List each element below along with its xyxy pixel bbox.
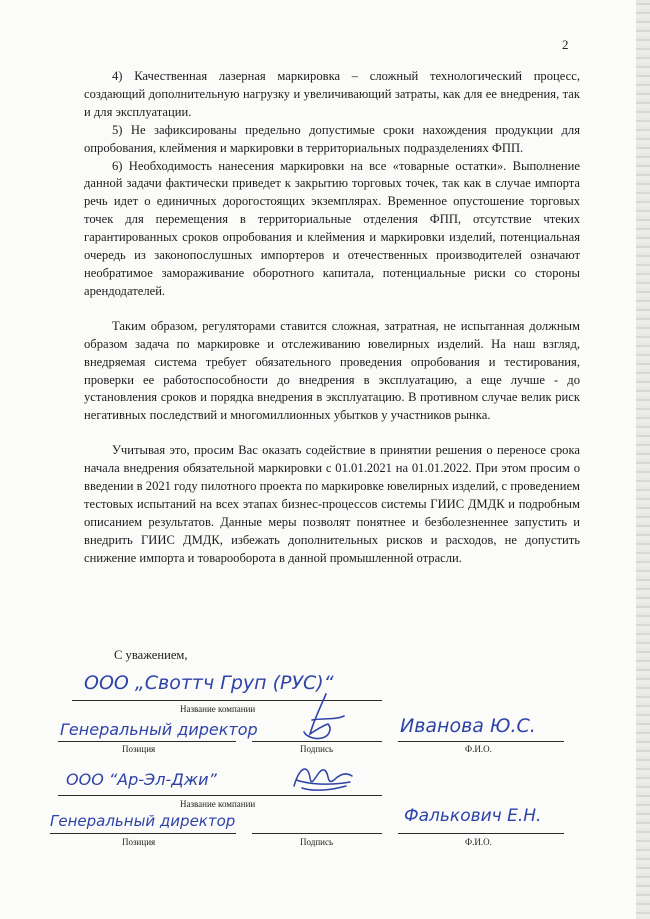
closing-phrase: С уважением, [114,648,188,662]
letter-body [84,68,580,568]
position-handwritten-2: Генеральный директор [50,812,236,830]
signature-scribble-2 [288,760,358,796]
position-line-2 [50,833,236,834]
caption-company-2: Название компании [180,799,256,809]
fio-line-2 [398,833,564,834]
signature-scribble-1 [292,690,352,745]
caption-position-1: Позиция [122,744,156,754]
paragraph-point-5: 5) Не зафиксированы предельно допустимые сроки нахождения продукции для опробования, клеймения и маркировки в территориальных подразделениях ФПП. [84,122,580,155]
name-handwritten-2: Фалькович Е.Н. [404,806,542,826]
company-handwritten-1: ООО „Своттч Груп (РУС)“ [84,672,334,694]
caption-position-2: Позиция [122,837,156,847]
fio-line-1 [398,741,564,742]
paragraph-point-6: 6) Необходимость нанесения маркировки на все «товарные остатки». Выполнение данной задачи фактически приведет к закрытию торговых точек, так как в случае импорта речь идет о единичных дорогостоящих экземплярах. Временное опустошение торговых точек для перемещения в территориальные отделения ФПП, отсутствие чтеких гарантированных сроков опробования и клеймения и маркировки изделий, потенциальная очередь из законопослушных импортеров и отечественных производителей означают необратимое замораживание оборотного капитала, потенциальные риски со стороны арендодателей. [84,158,580,298]
caption-signature-2: Подпись [300,837,334,847]
caption-fio-1: Ф.И.О. [465,744,492,754]
paragraph-point-4: 4) Качественная лазерная маркировка – сложный технологический процесс, создающий дополнительную нагрузку и увеличивающий затраты, как для ее внедрения, так и для эксплуатации. [84,69,580,119]
position-line-1 [58,741,236,742]
signature-line-2 [252,833,382,834]
scan-edge [636,0,650,919]
signature-line-1 [252,741,382,742]
caption-signature-1: Подпись [300,744,334,754]
paragraph-conclusion: Таким образом, регуляторами ставится сложная, затратная, не испытанная должным образом задача по маркировке и отслеживанию ювелирных изделий. На наш взгляд, внедряемая система требует обязательного проведения опробования и тестирования, проверки ее работоспособности до внедрения в эксплуатацию, а еще лучше - до установления сроков и порядка внедрения в эксплуатацию. В противном случае велик риск негативных последствий и многомиллионных убытков у участников рынка. [84,318,580,423]
caption-fio-2: Ф.И.О. [465,837,492,847]
position-handwritten-1: Генеральный директор [60,720,258,739]
caption-company-1: Название компании [180,704,256,714]
company-handwritten-2: ООО “Ар-Эл-Джи” [66,770,217,789]
page-number: 2 [562,37,569,52]
name-handwritten-1: Иванова Ю.С. [400,715,536,737]
paragraph-request: Учитывая это, просим Вас оказать содействие в принятии решения о переносе срока начала внедрения обязательной маркировки с 01.01.2021 на 01.01.2022. При этом просим о введении в 2021 году пилотного проекта по маркировке ювелирных изделий, с проведением тестовых испытаний на всех этапах бизнес-процессов системы ГИИС ДМДК и подробным описанием результатов. Данные меры позволят понятнее и безболезненнее запустить и внедрить ГИИС ДМДК, избежать дополнительных рисков и расходов, не допустить снижение импорта и товарооборота в данной промышленной отрасли. [84,443,580,565]
